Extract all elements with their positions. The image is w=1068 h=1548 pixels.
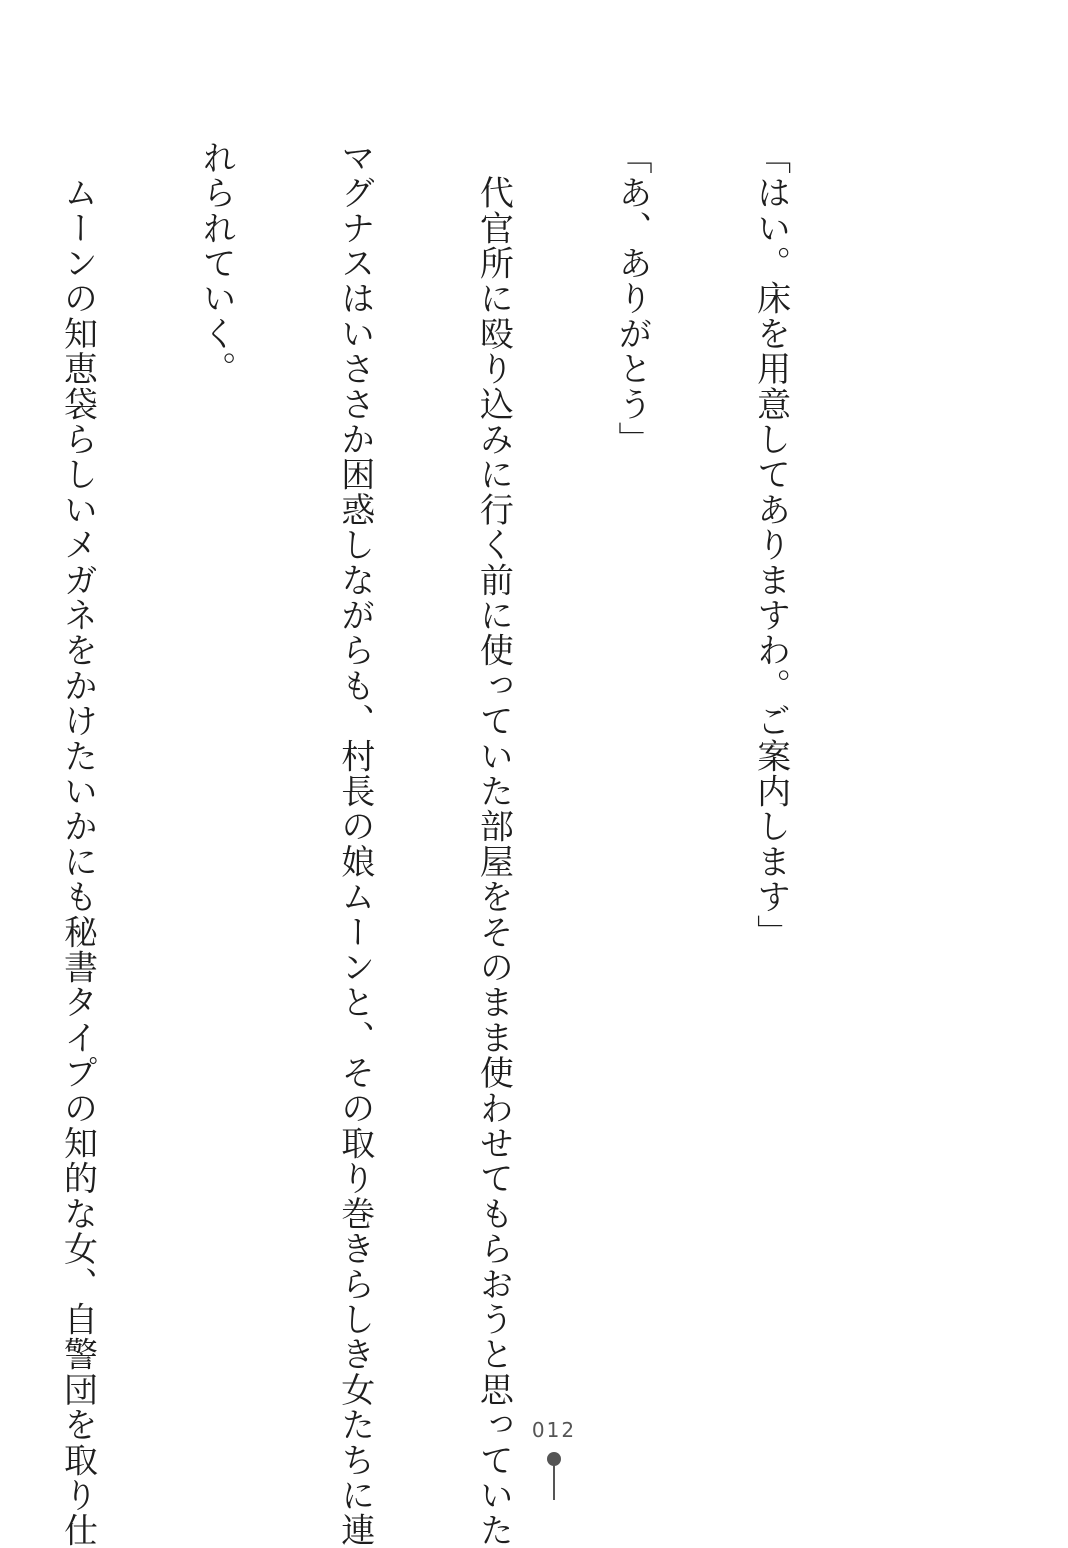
marker-line: [553, 1464, 555, 1500]
text-line: 「はい。床を用意してありますわ。ご案内します」: [750, 140, 791, 950]
text-line: 代官所に殴り込みに行く前に使っていた部屋をそのまま使わせてもらおうと思っていた: [473, 140, 514, 1548]
text-line: マグナスはいささか困惑しながらも、村長の娘ムーンと、その取り巻きらしき女たちに連: [334, 140, 375, 1548]
text-line: 「あ、ありがとう」: [611, 140, 652, 457]
text-line: れられていく。: [196, 140, 237, 387]
page-marker-icon: [547, 1452, 561, 1500]
page-number: 012: [531, 1418, 577, 1442]
text-line: ムーンの知恵袋らしいメガネをかけたいかにも秘書タイプの知的な女、自警団を取り仕: [57, 140, 98, 1548]
